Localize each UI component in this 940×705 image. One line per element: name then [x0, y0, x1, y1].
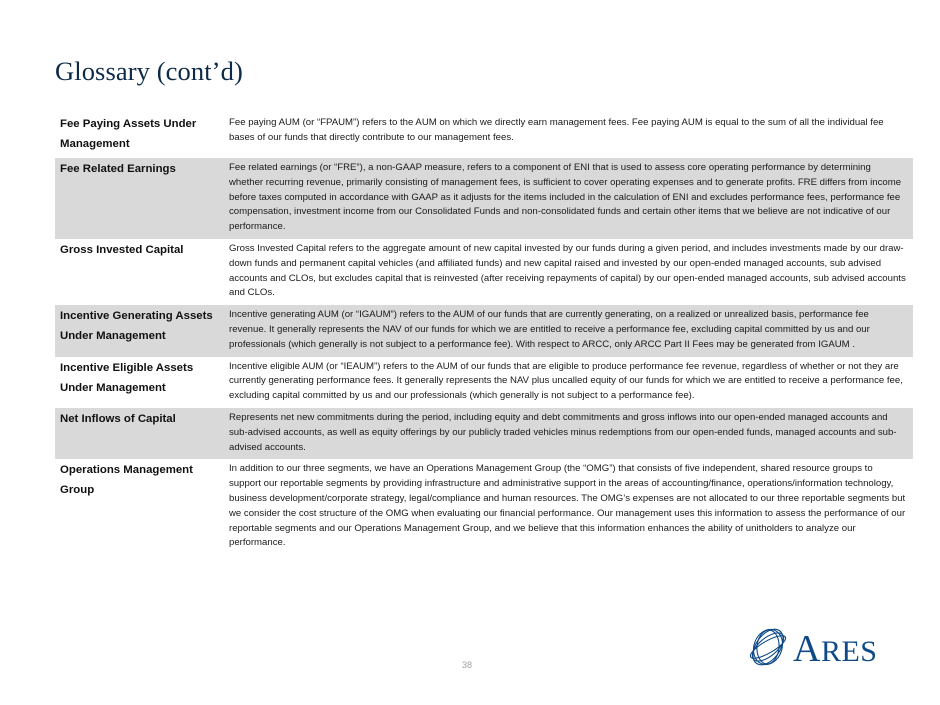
- glossary-term: Fee Related Earnings: [55, 158, 224, 239]
- glossary-definition: In addition to our three segments, we have an Operations Management Group (the “OMG”) that consists of five independent, shared resource groups to support our reportable segments by providing infrastructure and administrative support in the areas of accounting/finance, operations/information technology, business development/corporate strategy, legal/compliance and human resources. The OMG’s expenses are not allocated to our three reportable segments but we consider the cost structure of the OMG when evaluating our financial performance. Our management uses this information to assess the performance of our reportable segments and our Operations Management Group, and we believe that this information enhances the ability of unitholders to analyze our performance.: [229, 463, 906, 549]
- glossary-term: Incentive Generating Assets Under Management: [55, 305, 224, 356]
- table-row: [55, 158, 913, 239]
- page-number: 38: [462, 660, 473, 670]
- glossary-definition: Incentive generating AUM (or “IGAUM”) refers to the AUM of our funds that are currently generating, on a realized or unrealized basis, performance fee revenue. It generally represents the NAV of our funds for which we are entitled to receive a performance fee, excluding capital committed by us and our professionals (which generally is not subject to a performance fee). With respect to ARCC, only ARCC Part II Fees may be generated from IGAUM .: [224, 305, 913, 356]
- glossary-term: Operations Management Group: [60, 464, 193, 497]
- glossary-term: Incentive Eligible Assets Under Management: [60, 361, 194, 394]
- table-row: [55, 408, 913, 459]
- ares-orbit-icon: [745, 620, 791, 672]
- glossary-definition: Gross Invested Capital refers to the aggregate amount of new capital invested by our funds during a given period, and includes investments made by our draw-down funds and permanent capital vehicles (and affiliated funds) and new capital raised and invested by our open-ended managed accounts, sub advised accounts and CLOs, but excludes capital that is reinvested (after receiving repayments of capital) by our open-ended managed accounts, sub advised accounts and CLOs.: [229, 242, 906, 299]
- glossary-definition: Fee related earnings (or “FRE”), a non-GAAP measure, refers to a component of ENI that is used to assess core operating performance by determining whether recurring revenue, primarily consisting of management fees, is sufficient to cover operating expenses and to generate profits. FRE differs from income before taxes computed in accordance with GAAP as it adjusts for the items included in the calculation of ENI and excludes performance fees, performance fee compensation, investment income from our Consolidated Funds and non-consolidated funds and certain other items that we believe are not indicative of our performance.: [224, 158, 913, 239]
- ares-logo: [745, 620, 895, 675]
- glossary-table: [55, 113, 913, 555]
- table-row: [55, 459, 913, 555]
- glossary-definition: Incentive eligible AUM (or “IEAUM”) refers to the AUM of our funds that are eligible to produce performance fee revenue, regardless of whether or not they are currently generating performance fees. It generally represents the NAV plus uncalled equity of our funds for which we are entitled to receive a performance fee, excluding capital committed by us and our professionals (which generally is not subject to a performance fee).: [229, 360, 903, 402]
- table-row: [55, 305, 913, 356]
- table-row: [55, 239, 913, 305]
- table-row: [55, 113, 913, 158]
- ares-wordmark: [793, 629, 877, 672]
- logo-letter-a: A: [793, 628, 821, 670]
- glossary-term: Gross Invested Capital: [60, 243, 184, 256]
- glossary-definition: Fee paying AUM (or “FPAUM”) refers to the AUM on which we directly earn management fees. Fee paying AUM is equal to the sum of all the individual fee bases of our funds that directly contribute to our management fees.: [229, 117, 884, 143]
- glossary-term: Fee Paying Assets Under Management: [60, 118, 197, 150]
- glossary-term: Net Inflows of Capital: [55, 408, 224, 459]
- table-row: [55, 357, 913, 408]
- page-title: Glossary (cont’d): [55, 56, 243, 86]
- logo-letters-res: RES: [820, 635, 878, 668]
- glossary-definition: Represents net new commitments during the period, including equity and debt commitments and gross inflows into our open-ended managed accounts and sub-advised accounts, as well as equity offerings by our publicly traded vehicles minus redemptions from our open-ended funds, managed accounts and sub-advised accounts.: [224, 408, 913, 459]
